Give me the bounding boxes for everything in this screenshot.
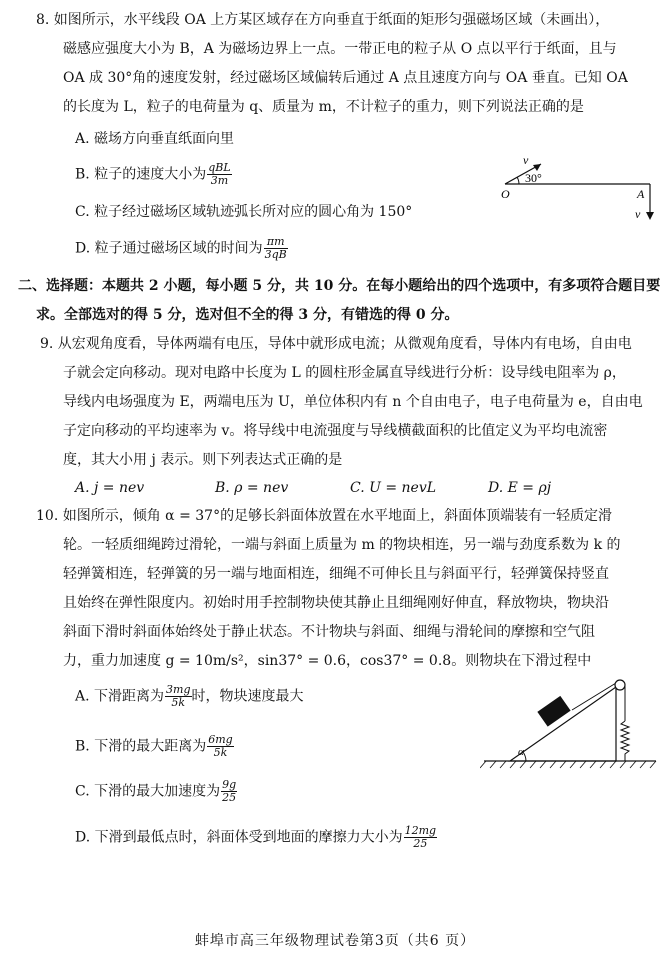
angle-label: 30° <box>525 171 542 185</box>
q9-option-b: B. ρ = nev <box>215 480 289 496</box>
q10-stem-line-6: 力，重力加速度 g = 10m/s²，sin37° = 0.6，cos37° = 0.8。则物块在下滑过程中 <box>63 653 592 669</box>
q10-stem-line-3: 轻弹簧相连，轻弹簧的另一端与地面相连，细绳不可伸长且与斜面平行，轻弹簧保持竖直 <box>63 566 609 582</box>
q10-stem-line-5: 斜面下滑时斜面体始终处于静止状态。不计物块与斜面、细绳与滑轮间的摩擦和空气阻 <box>63 624 595 640</box>
rope-incline <box>572 683 616 710</box>
q9-stem-line-4: 子定向移动的平均速率为 v。将导线中电流强度与导线横截面积的比值定义为平均电流密 <box>63 423 608 439</box>
q8-option-a: A. 磁场方向垂直纸面向里 <box>75 131 235 147</box>
fraction-denominator: 5k <box>171 696 186 709</box>
q10-option-c-text: C. 下滑的最大加速度为 <box>75 783 221 800</box>
angle-arc <box>517 177 519 184</box>
q8-option-c: C. 粒子经过磁场区域轨迹弧长所对应的圆心角为 150° <box>75 204 413 220</box>
fraction-numerator: 12mg <box>404 824 437 837</box>
q10-figure <box>480 675 660 775</box>
q10-option-b <box>75 734 234 759</box>
q8-option-b-text: B. 粒子的速度大小为 <box>75 166 207 183</box>
q10-option-a-text: A. 下滑距离为 <box>75 688 165 705</box>
alpha-label: α <box>518 746 524 758</box>
q8-figure <box>495 150 660 225</box>
q9-option-c: C. U = nevL <box>350 480 437 496</box>
q10-stem-line-2: 轮。一轻质细绳跨过滑轮，一端与斜面上质量为 m 的物块相连，另一端与劲度系数为 k 的 <box>63 537 621 553</box>
q8-option-d-fraction <box>264 236 288 261</box>
q10-option-d-fraction <box>404 825 437 850</box>
q8-stem-line-1: 8. 如图所示，水平线段 OA 上方某区域存在方向垂直于纸面的矩形匀强磁场区域（未画出）， <box>36 12 610 28</box>
q10-option-a-suffix: 时，物块速度最大 <box>191 688 304 705</box>
fraction-numerator: πm <box>264 236 288 249</box>
q9-option-d: D. E = ρj <box>488 480 552 496</box>
q10-option-d <box>75 825 437 850</box>
q9-option-a: A. j = nev <box>75 480 145 496</box>
fraction-denominator: 3qB <box>264 248 287 261</box>
fraction-denominator: 25 <box>413 837 428 850</box>
fraction-numerator: 9g <box>222 778 237 791</box>
q10-option-b-fraction <box>207 734 233 759</box>
fraction-numerator: qBL <box>208 161 231 174</box>
q10-option-c-fraction <box>221 779 237 804</box>
q8-option-d-text: D. 粒子通过磁场区域的时间为 <box>75 240 263 257</box>
fraction-denominator: 25 <box>222 791 237 804</box>
fraction-numerator: 3mg <box>166 683 191 696</box>
q9-stem-line-5: 度，其大小用 j 表示。则下列表达式正确的是 <box>63 452 343 468</box>
o-label: O <box>501 187 510 201</box>
q8-option-b <box>75 162 232 187</box>
q9-stem-line-3: 导线内电场强度为 E，两端电压为 U，单位体积内有 n 个自由电子，电子电荷量为 e，自由电 <box>63 394 643 410</box>
fraction-denominator: 5k <box>213 746 228 759</box>
spring <box>621 721 629 761</box>
q10-stem-line-4: 且始终在弹性限度内。初始时用手控制物块使其静止且细绳刚好伸直，释放物块，物块沿 <box>63 595 609 611</box>
fraction-numerator: 6mg <box>208 733 233 746</box>
q10-option-a-fraction <box>165 684 191 709</box>
page-footer: 蚌埠市高三年级物理试卷第3页（共6 页） <box>194 933 476 949</box>
q9-stem-line-1: 9. 从宏观角度看，导体两端有电压，导体中就形成电流；从微观角度看，导体内有电场，自由电 <box>40 336 632 352</box>
q8-option-d <box>75 236 288 261</box>
a-label: A <box>637 187 645 201</box>
ground-hatching <box>480 761 656 768</box>
q9-stem-line-2: 子就会定向移动。现对电路中长度为 L 的圆柱形金属直导线进行分析：设导线电阻率为 ρ， <box>63 365 626 381</box>
q10-option-c <box>75 779 237 804</box>
fraction-denominator: 3m <box>210 174 229 187</box>
q10-option-b-text: B. 下滑的最大距离为 <box>75 738 207 755</box>
velocity-arrowhead-a <box>646 212 654 220</box>
q10-stem-line-1: 10. 如图所示，倾角 α = 37°的足够长斜面体放置在水平地面上，斜面体顶端装有一轻质定滑 <box>36 508 613 524</box>
q8-stem-line-4: 的长度为 L，粒子的电荷量为 q、质量为 m，不计粒子的重力，则下列说法正确的是 <box>63 99 584 115</box>
pulley <box>615 680 625 690</box>
q10-option-d-text: D. 下滑到最低点时，斜面体受到地面的摩擦力大小为 <box>75 829 403 846</box>
v-label: v <box>523 153 529 167</box>
section-heading-line-1: 二、选择题：本题共 2 小题，每小题 5 分，共 10 分。在每小题给出的四个选项中，有多项符合题目要 <box>18 278 661 294</box>
q8-option-b-fraction <box>207 162 231 187</box>
v2-label: v <box>635 207 641 221</box>
q10-option-a <box>75 684 304 709</box>
incline-body <box>510 687 616 761</box>
q8-stem-line-3: OA 成 30°角的速度发射，经过磁场区域偏转后通过 A 点且速度方向与 OA 垂直。已知 OA <box>63 70 628 86</box>
q8-stem-line-2: 磁感应强度大小为 B，A 为磁场边界上一点。一带正电的粒子从 O 点以平行于纸面，且与 <box>63 41 617 57</box>
section-heading-line-2: 求。全部选对的得 5 分，选对但不全的得 3 分，有错选的得 0 分。 <box>36 307 459 323</box>
